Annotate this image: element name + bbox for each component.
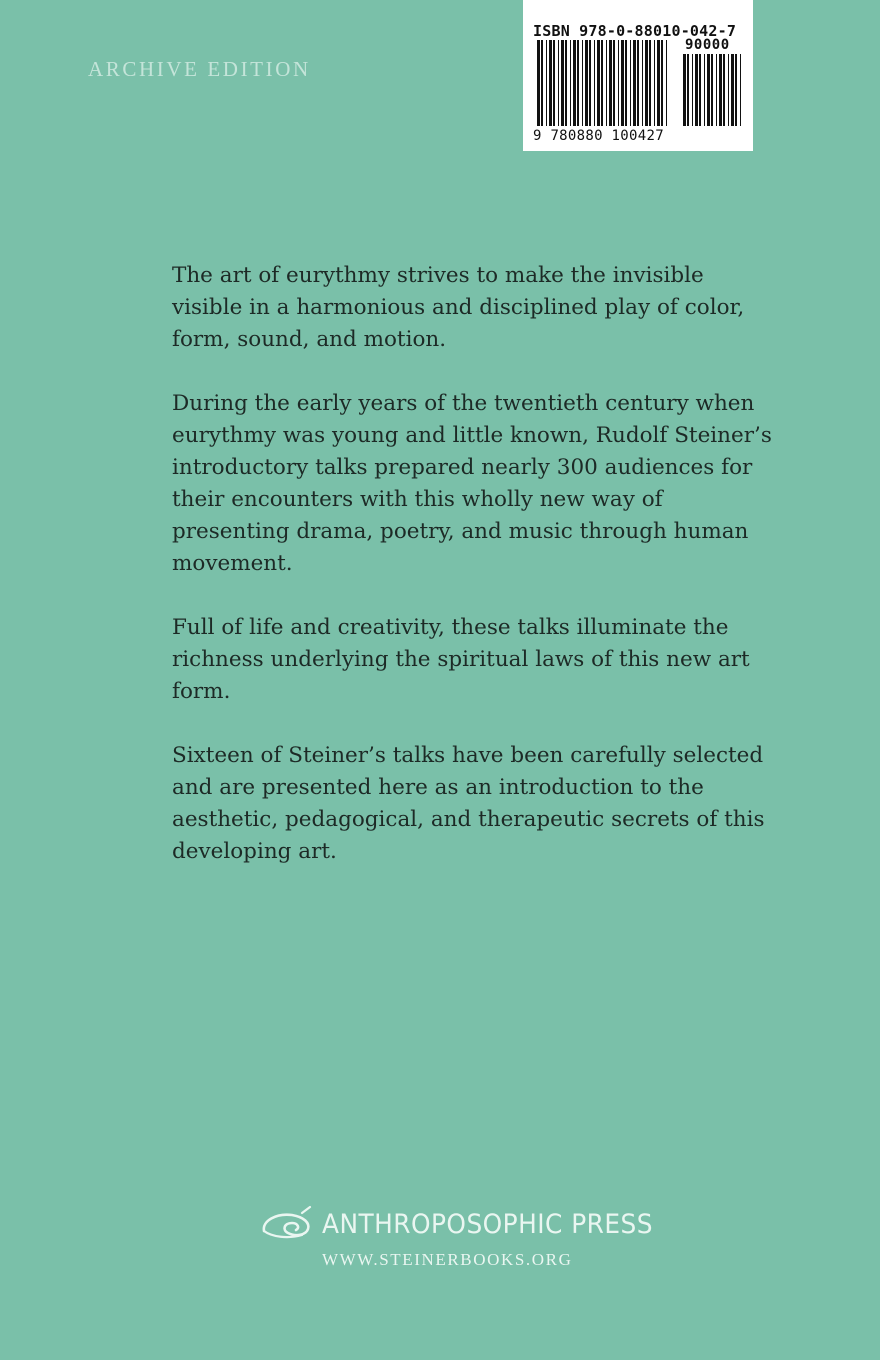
blurb-paragraph: The art of eurythmy strives to make the invisible visible in a harmonious and disciplined play of color, form, sound, and motion.: [172, 263, 745, 352]
isbn-text: ISBN 978-0-88010-042-7: [533, 22, 737, 40]
ean-digits: 9 780880 100427: [533, 128, 664, 144]
isbn-barcode: [523, 0, 753, 151]
publisher-logo: [258, 1203, 682, 1245]
price-code: 90000: [685, 37, 730, 53]
edition-label: ARCHIVE EDITION: [88, 57, 311, 81]
blurb-paragraph: Sixteen of Steiner’s talks have been carefully selected and are presented here as an introduction to the aesthetic, pedagogical, and therapeutic secrets of this developing art.: [172, 743, 765, 864]
publisher-url: WWW.STEINERBOOKS.ORG: [322, 1250, 573, 1269]
publisher-name: ANTHROPOSOPHIC PRESS: [322, 1208, 653, 1240]
blurb: [172, 260, 772, 900]
blurb-paragraph: During the early years of the twentieth century when eurythmy was young and little known, Rudolf Steiner’s introductory talks prepared nearly 300 audiences for their encounters with this wholly new way of presenting drama, poetry, and music through human movement.: [172, 391, 772, 576]
blurb-paragraph: Full of life and creativity, these talks illuminate the richness underlying the spiritual laws of this new art form.: [172, 615, 750, 704]
anthroposophic-press-logo-icon: [258, 1203, 316, 1245]
